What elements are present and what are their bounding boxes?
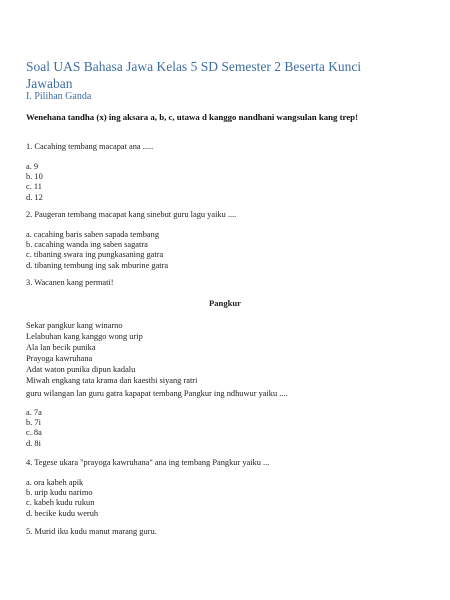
question-3-options [26,408,42,449]
poem-line: Prayoga kawruhana [26,354,93,363]
section-heading: I. Pilihan Ganda [26,91,92,102]
instruction-text: Wenehana tandha (x) ing aksara a, b, c, utawa d kanggo nandhani wangsulan kang trep! [26,112,359,122]
poem [26,320,197,386]
poem-line: Sekar pangkur kang winarno [26,321,123,330]
poem-line: Adat waton punika dipun kadalu [26,365,136,374]
question-1: 1. Cacahing tembang macapat ana ..... [26,142,154,151]
option: b. urip kudu narimo [26,488,93,498]
question-1-options [26,162,43,203]
option: b. cacahing wanda ing saben sagatra [26,240,148,250]
page-title: Soal UAS Bahasa Jawa Kelas 5 SD Semester 2 Beserta Kunci Jawaban [26,59,362,91]
option: c. 11 [26,182,42,192]
option: a. cacahing baris saben sapada tembang [26,230,160,239]
option: a. 7a [26,408,42,417]
poem-line: Miwah engkang tata krama dan kaesthi siyang ratri [26,376,198,385]
option: a. 9 [26,162,39,171]
option: c. kabeh kudu rukun [26,498,95,508]
option: d. tibaning tembung ing sak mburine gatra [26,260,169,270]
question-3-text: guru wilangan lan guru gatra kapapat tembang Pangkur ing ndhuwur yaiku .... [26,389,288,398]
option: d. 8i [26,438,41,448]
question-2: 2. Paugeran tembang macapat kang sinebut guru lagu yaiku .... [26,210,237,219]
option: d. becike kudu weruh [26,508,99,518]
question-4: 4. Tegese ukara "prayoga kawruhana" ana ing tembang Pangkur yaiku ... [26,458,270,467]
poem-line: Lelabuhan kang kanggo wong urip [26,332,143,341]
poem-line: Ala lan becik punika [26,343,96,352]
question-5: 5. Murid iku kudu manut marang guru. [26,527,157,536]
question-2-options [26,230,168,271]
question-3: 3. Wacanen kang permati! [26,278,114,287]
option: a. ora kabeh apik [26,478,84,487]
option: b. 10 [26,172,43,182]
poem-title: Pangkur [209,298,241,308]
option: c. 8a [26,428,42,438]
option: d. 12 [26,192,43,202]
option: b. 7i [26,418,41,428]
question-4-options [26,478,98,519]
option: c. tibaning swara ing pungkasaning gatra [26,250,164,260]
